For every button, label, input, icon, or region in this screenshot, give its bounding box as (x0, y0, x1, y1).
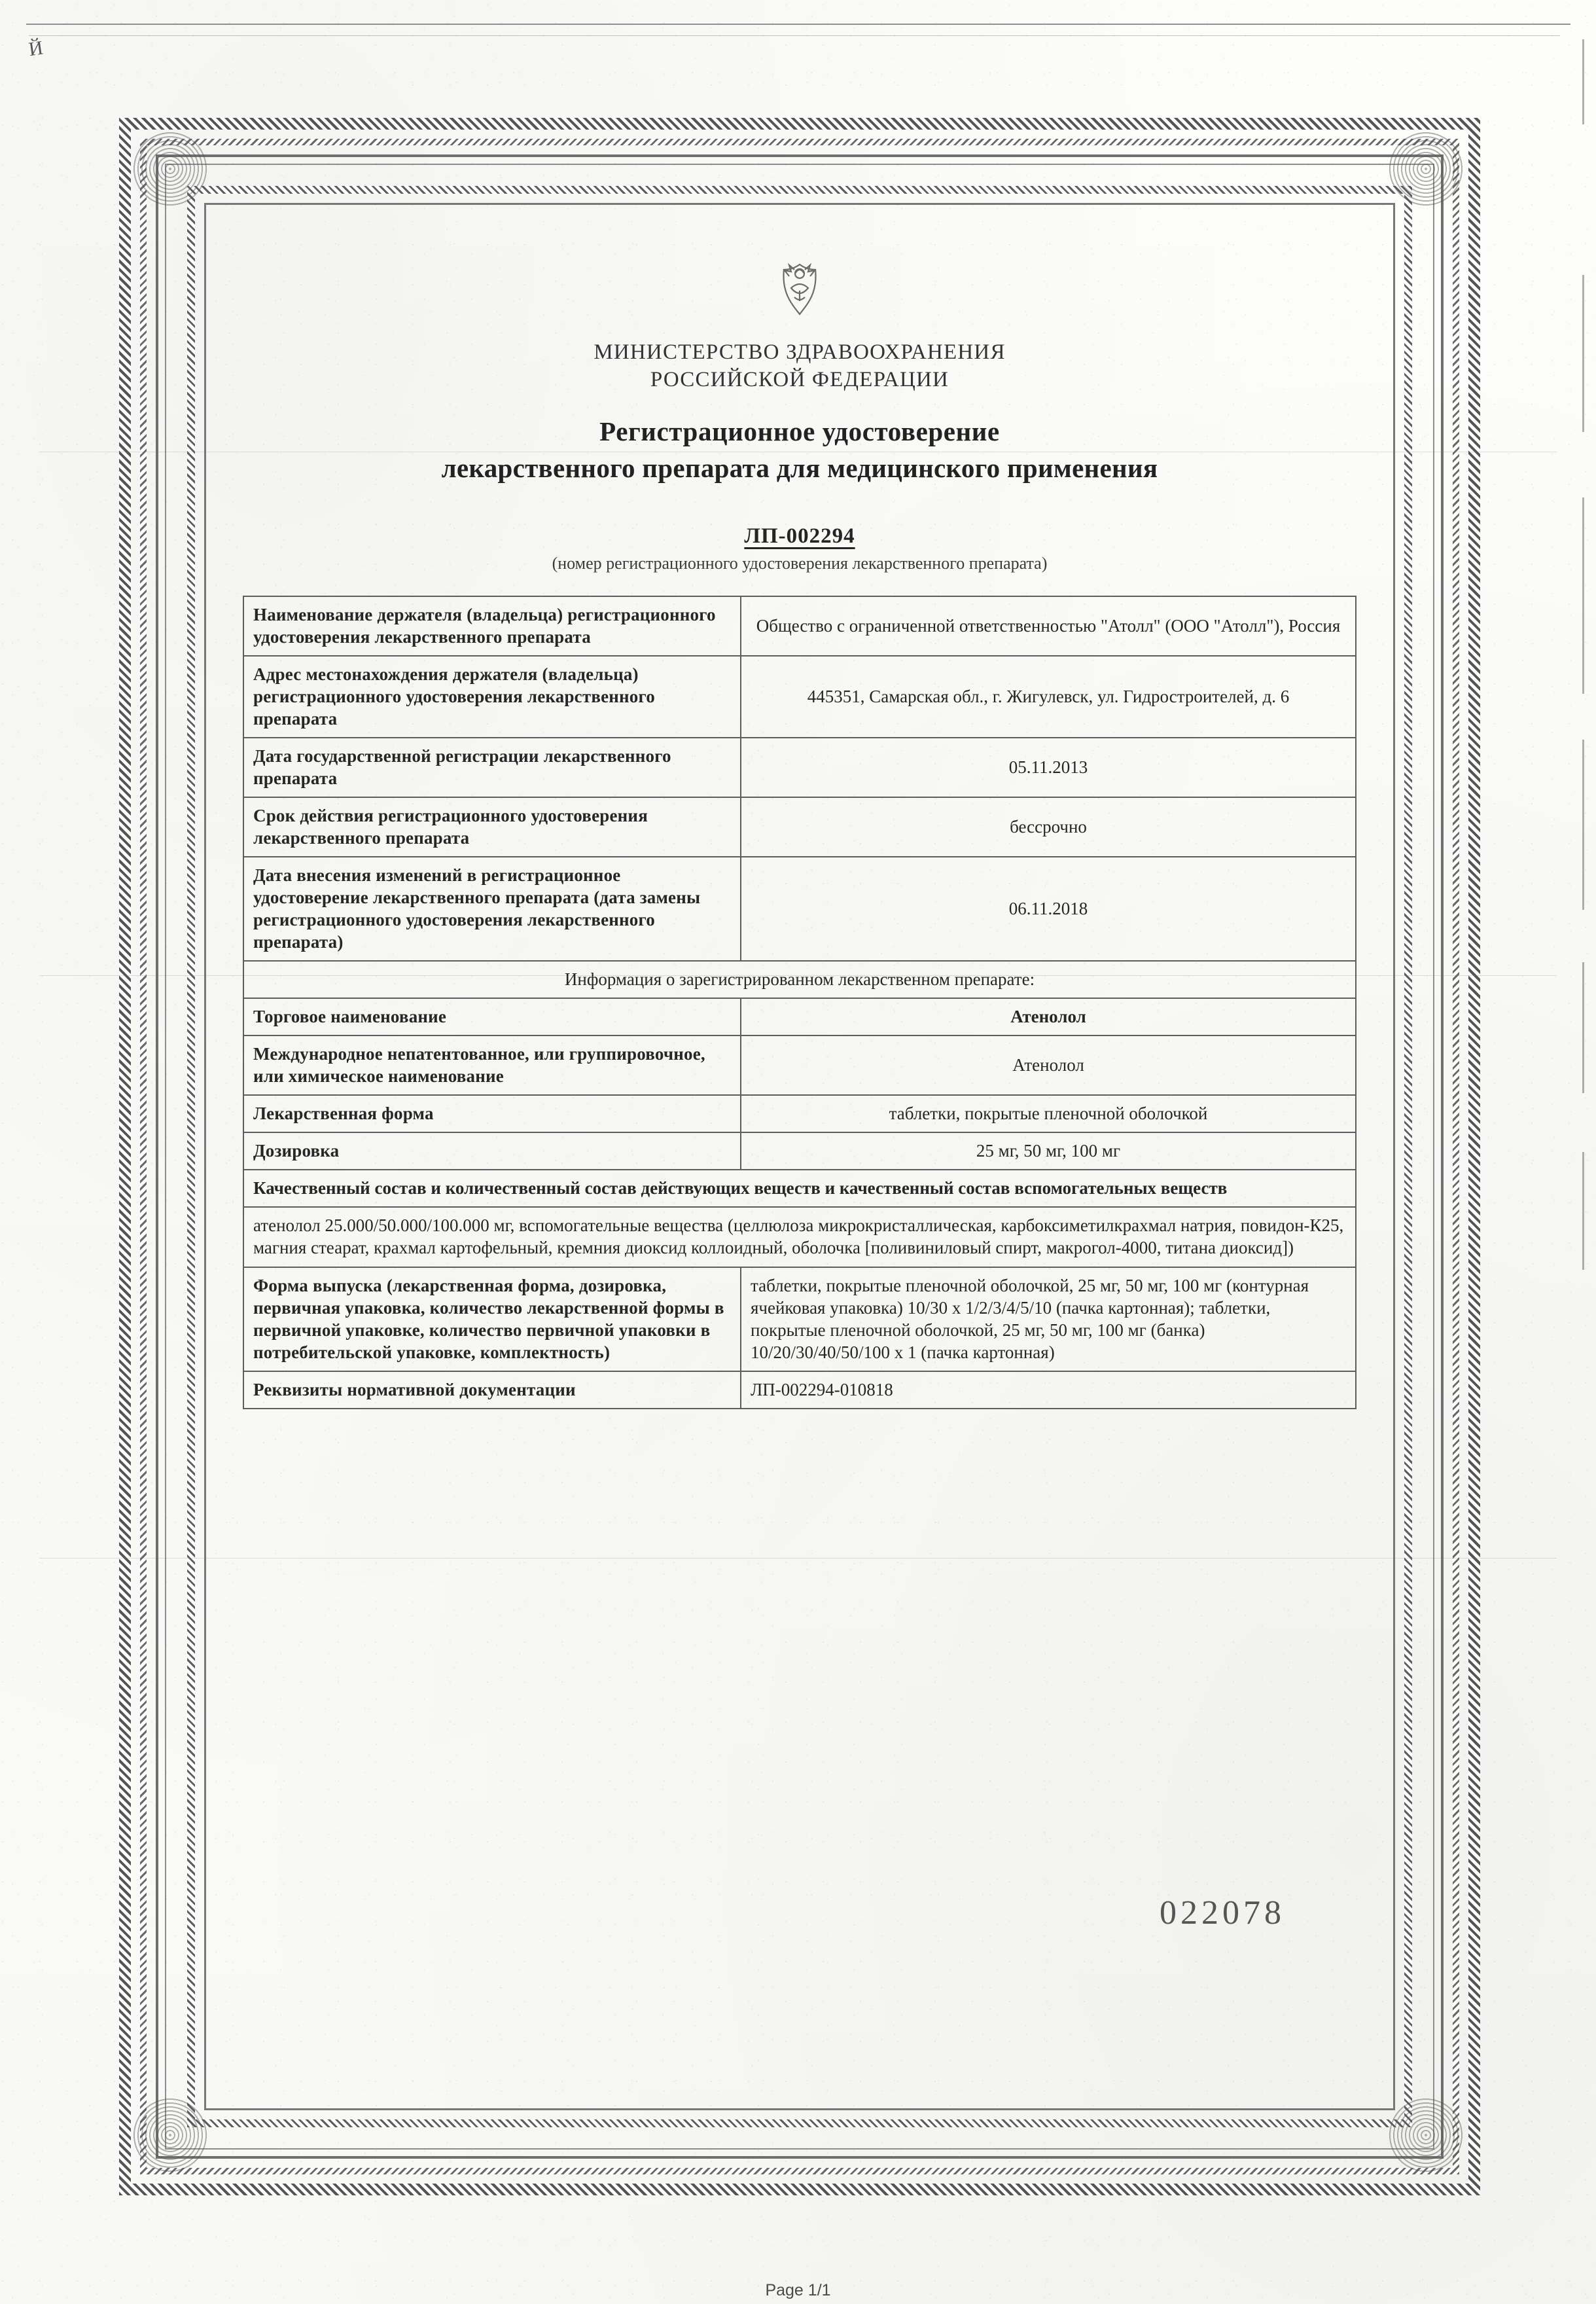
table-row (243, 857, 1356, 961)
scan-edge-dash (1582, 39, 1584, 124)
table-row (243, 998, 1356, 1035)
row-value-amendment-date: 06.11.2018 (741, 857, 1356, 961)
section-header-product-info: Информация о зарегистрированном лекарственном препарате: (243, 961, 1356, 998)
table-row (243, 1207, 1356, 1267)
certificate-body (216, 216, 1383, 2096)
scan-edge-dash (1582, 275, 1584, 432)
row-label-amendment-date: Дата внесения изменений в регистрационное удостоверение лекарственного препарата (дата замены регистрационного удостоверения лекарственного препарата) (243, 857, 741, 961)
row-value-validity-period: бессрочно (741, 797, 1356, 857)
row-value-holder-address: 445351, Самарская обл., г. Жигулевск, ул. Гидростроителей, д. 6 (741, 656, 1356, 738)
corner-rosette-bottom-left (131, 2096, 209, 2174)
table-row (243, 738, 1356, 797)
registration-number: ЛП-002294 (744, 524, 855, 549)
row-label-registration-date: Дата государственной регистрации лекарственного препарата (243, 738, 741, 797)
table-row (243, 1170, 1356, 1207)
table-row (243, 797, 1356, 857)
registration-table (243, 596, 1357, 1409)
document-title-line-1: Регистрационное удостоверение (599, 416, 1000, 447)
scan-edge-line-top-secondary (29, 35, 1560, 36)
row-label-inn: Международное непатентованное, или группировочное, или химическое наименование (243, 1035, 741, 1095)
row-label-package-form: Форма выпуска (лекарственная форма, дозировка, первичная упаковка, количество лекарственной формы в первичной упаковке, количество первичной упаковки в потребительской упаковке, комплектность) (243, 1267, 741, 1371)
row-label-trade-name: Торговое наименование (243, 998, 741, 1035)
row-value-strength: 25 мг, 50 мг, 100 мг (741, 1132, 1356, 1170)
registration-number-caption: (номер регистрационного удостоверения лекарственного препарата) (552, 554, 1048, 573)
ministry-heading (216, 339, 1383, 393)
corner-rosette-top-right (1387, 130, 1465, 208)
ministry-line-1: МИНИСТЕРСТВО ЗДРАВООХРАНЕНИЯ (594, 340, 1006, 364)
row-label-dosage-form: Лекарственная форма (243, 1095, 741, 1132)
stamp-serial-number: 022078 (1160, 1894, 1285, 1932)
scan-edge-dash (1582, 740, 1584, 910)
handwritten-corner-mark: Й (27, 37, 43, 61)
row-value-holder-name: Общество с ограниченной ответственностью "Атолл" (ООО "Атолл"), Россия (741, 596, 1356, 656)
table-row (243, 1035, 1356, 1095)
row-label-normative-doc: Реквизиты нормативной документации (243, 1371, 741, 1409)
table-row (243, 1371, 1356, 1409)
russian-coat-of-arms-icon (760, 254, 839, 333)
table-row (243, 1095, 1356, 1132)
row-label-validity-period: Срок действия регистрационного удостоверения лекарственного препарата (243, 797, 741, 857)
row-value-registration-date: 05.11.2013 (741, 738, 1356, 797)
scan-edge-dash (1582, 1152, 1584, 1270)
document-title-line-2: лекарственного препарата для медицинского применения (441, 453, 1158, 484)
scan-edge-line-top (26, 24, 1570, 25)
scan-edge-dash (1582, 497, 1584, 694)
composition-text: атенолол 25.000/50.000/100.000 мг, вспомогательные вещества (целлюлоза микрокристаллическая, карбоксиметилкрахмал натрия, повидон-К25, магния стеарат, крахмал картофельный, кремния диоксид коллоидный, оболочка [поливиниловый спирт, макрогол-4000, титана диоксид]) (243, 1207, 1356, 1267)
table-row (243, 1132, 1356, 1170)
table-row (243, 596, 1356, 656)
row-value-package-form: таблетки, покрытые пленочной оболочкой, 25 мг, 50 мг, 100 мг (контурная ячейковая упаковка) 10/30 х 1/2/3/4/5/10 (пачка картонная); таблетки, покрытые пленочной оболочкой, 25 мг, 50 мг, 100 мг (банка) 10/20/30/40/50/100 х 1 (пачка картонная) (741, 1267, 1356, 1371)
corner-rosette-bottom-right (1387, 2096, 1465, 2174)
row-label-strength: Дозировка (243, 1132, 741, 1170)
table-row (243, 656, 1356, 738)
row-value-inn: Атенолол (741, 1035, 1356, 1095)
ministry-line-2: РОССИЙСКОЙ ФЕДЕРАЦИИ (650, 367, 949, 391)
composition-header: Качественный состав и количественный состав действующих веществ и качественный состав вспомогательных веществ (243, 1170, 1356, 1207)
row-label-holder-name: Наименование держателя (владельца) регистрационного удостоверения лекарственного препарата (243, 596, 741, 656)
row-value-trade-name: Атенолол (741, 998, 1356, 1035)
table-section-header-row (243, 961, 1356, 998)
row-label-holder-address: Адрес местонахождения держателя (владельца) регистрационного удостоверения лекарственного препарата (243, 656, 741, 738)
page-footer: Page 1/1 (765, 2281, 831, 2299)
corner-rosette-top-left (131, 130, 209, 208)
row-value-dosage-form: таблетки, покрытые пленочной оболочкой (741, 1095, 1356, 1132)
table-row (243, 1267, 1356, 1371)
row-value-normative-doc: ЛП-002294-010818 (741, 1371, 1356, 1409)
scan-edge-dash (1582, 962, 1584, 1093)
